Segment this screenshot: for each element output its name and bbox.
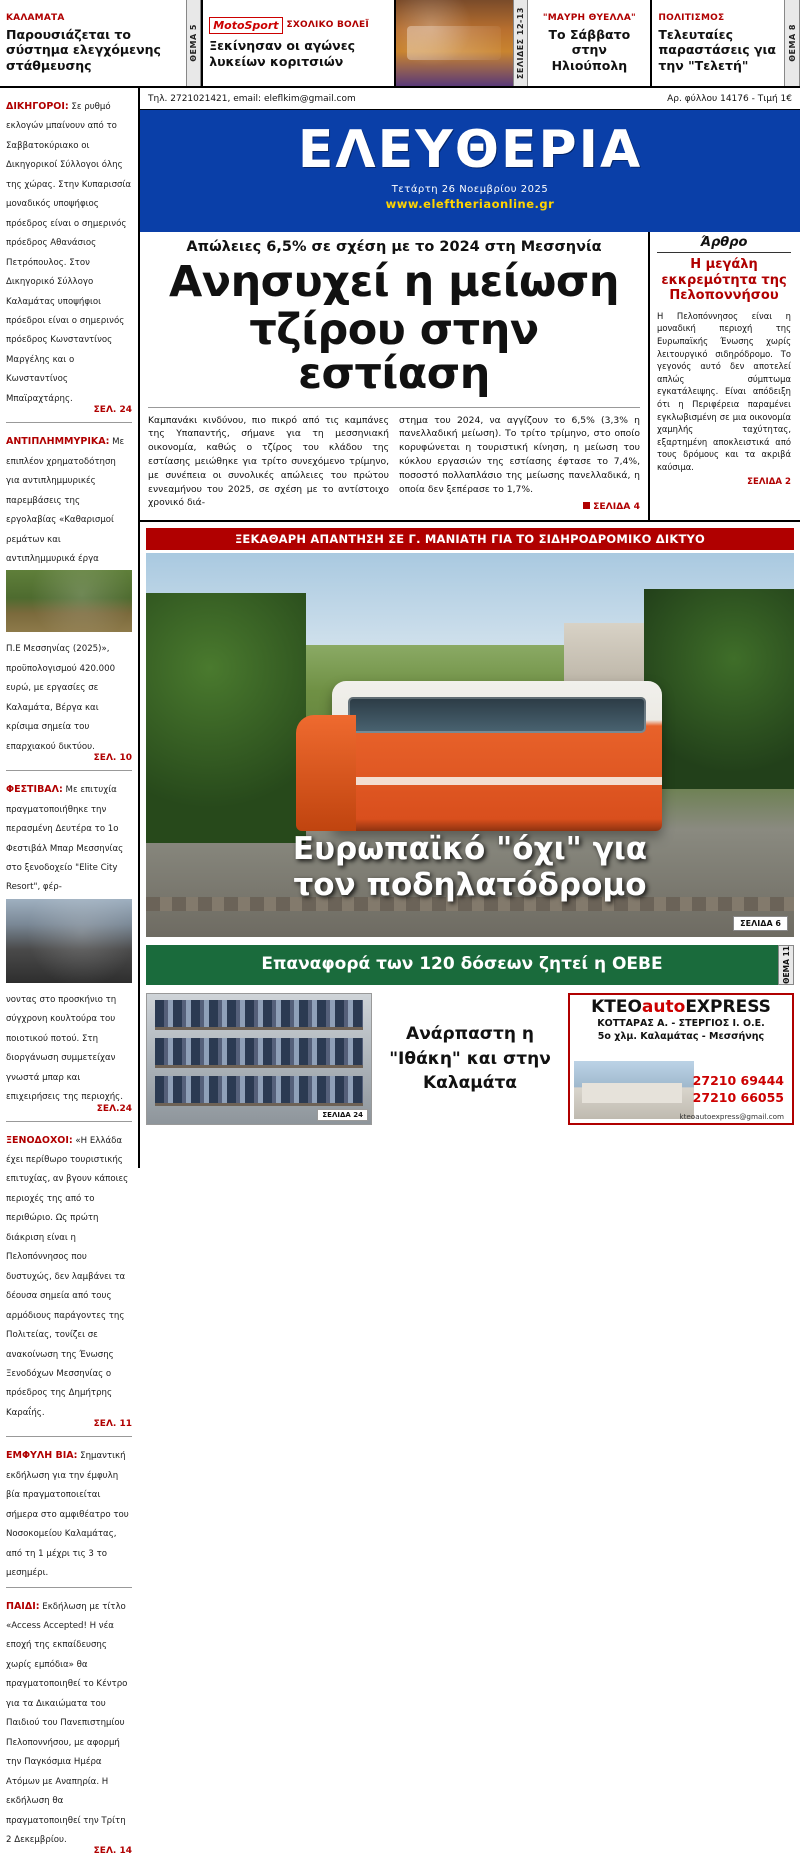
tab-label: ΘΕΜΑ 11 xyxy=(781,946,791,984)
lead-headline-line2: τζίρου στην εστίαση xyxy=(249,304,539,399)
lead-body xyxy=(148,407,640,515)
opinion-headline: Η μεγάλη εκκρεμότητα της Πελοποννήσου xyxy=(661,257,787,304)
feature-banner: ΞΕΚΑΘΑΡΗ ΑΠΑΝΤΗΣΗ ΣΕ Γ. ΜΑΝΙΑΤΗ ΓΙΑ ΤΟ ΣΙΔΗΡΟΔΡΟΜΙΚΟ ΔΙΚΤΥΟ xyxy=(146,528,794,550)
opinion-article[interactable] xyxy=(650,232,798,520)
lead-story[interactable] xyxy=(140,232,650,520)
top-strip xyxy=(0,0,800,88)
ad-phone-2: 27210 66055 xyxy=(692,1090,784,1106)
brief-text: Σημαντική εκδήλωση για την έμφυλη βία πραγματοποιείται σήμερα στο αμφιθέατρο του Νοσοκομείου Καλαμάτας, από τη 1 μέχρι τις 3 το μεσημέρι. xyxy=(6,1451,129,1579)
brief-item[interactable] xyxy=(6,1437,132,1587)
masthead xyxy=(140,110,800,232)
flood-works-photo xyxy=(6,570,132,632)
train-photo[interactable] xyxy=(146,553,794,937)
masthead-info-bar xyxy=(140,88,800,110)
kteo-building-photo xyxy=(574,1061,694,1119)
issue-info: Αρ. φύλλου 14176 - Τιμή 1€ xyxy=(667,93,792,104)
brief-ref[interactable]: ΣΕΛ. 11 xyxy=(93,1419,132,1430)
brief-kicker: ΔΙΚΗΓΟΡΟΙ: xyxy=(6,101,69,112)
brief-ref[interactable]: ΣΕΛ.24 xyxy=(96,1103,132,1114)
top-strip-item-kalamata[interactable] xyxy=(0,0,186,86)
top-strip-tab-8 xyxy=(784,0,800,86)
top-strip-photo-volleyball xyxy=(396,0,513,86)
website-url[interactable]: www.eleftheriaonline.gr xyxy=(385,197,555,211)
tab-label: ΘΕΜΑ 5 xyxy=(188,24,198,62)
brief-text: Π.Ε Μεσσηνίας (2025)», προϋπολογισμού 420.000 ευρώ, με εργασίες σε Καλαμάτα, Βέργα και κρίσιμα σημεία του επαρχιακού δικτύου. xyxy=(6,644,116,752)
brief-item[interactable] xyxy=(6,423,132,771)
top-strip-title: Παρουσιάζεται το σύστημα ελεγχόμενης στάθμευσης xyxy=(6,26,161,73)
ad-address: 5ο χλμ. Καλαμάτας - Μεσσήνης xyxy=(597,1031,765,1043)
books-page-ref[interactable]: ΣΕΛΙΔΑ 24 xyxy=(317,1109,368,1121)
ithaki-teaser-text: Ανάρπαστη η "Ιθάκη" και στην Καλαμάτα xyxy=(389,1024,551,1094)
brief-ref[interactable]: ΣΕΛ. 24 xyxy=(93,405,132,416)
green-banner-tab xyxy=(778,945,794,985)
top-strip-tab-pages xyxy=(513,0,529,86)
top-strip-title: Ξεκίνησαν οι αγώνες λυκείων κοριτσιών xyxy=(209,37,356,69)
tab-label: ΣΕΛΙΔΕΣ 12-13 xyxy=(515,6,525,80)
ad-company-name: ΚΟΤΤΑΡΑΣ Α. - ΣΤΕΡΓΙΟΣ Ι. Ο.Ε. xyxy=(597,1017,765,1029)
feature-page-ref[interactable]: ΣΕΛΙΔΑ 6 xyxy=(733,916,788,931)
opinion-label: Άρθρο xyxy=(657,235,791,253)
brief-kicker: ΕΜΦΥΛΗ ΒΙΑ: xyxy=(6,1450,78,1462)
lead-ref[interactable]: ΣΕΛΙΔΑ 4 xyxy=(593,501,640,513)
ad-phone-1: 27210 69444 xyxy=(692,1073,784,1089)
center-column xyxy=(140,88,800,1168)
ad-title-kteo: ΚΤΕΟ xyxy=(591,996,642,1017)
top-strip-title: Τελευταίες παραστάσεις για την "Τελετή" xyxy=(658,26,777,73)
festival-crowd-photo xyxy=(6,899,132,983)
brief-text: Εκδήλωση με τίτλο «Access Accepted! Η νέα εποχή της εκπαίδευσης χωρίς εμπόδια» θα πραγματοποιηθεί το Κέντρο για τα Δικαιώματα του Παιδιού του Πανεπιστημίου Πελοποννήσου, με αφορμή την Παγκόσμια Ημέρα Ατόμων με Αναπηρία. Η εκδήλωση θα πραγματοποιηθεί την Τρίτη 2 Δεκεμβρίου. xyxy=(6,1601,128,1845)
green-banner-section xyxy=(146,945,794,985)
ad-email[interactable]: kteoautoexpress@gmail.com xyxy=(679,1111,784,1121)
main-layout xyxy=(0,88,800,1857)
trees-left xyxy=(146,593,306,843)
top-strip-item-mavri-thyella[interactable] xyxy=(528,0,650,86)
brief-kicker: ΠΑΙΔΙ: xyxy=(6,1600,40,1612)
brief-kicker: ΦΕΣΤΙΒΑΛ: xyxy=(6,784,63,796)
bottom-row xyxy=(146,993,794,1125)
motosport-logo: MotoSport xyxy=(209,17,282,34)
green-banner[interactable]: Επαναφορά των 120 δόσεων ζητεί η ΟΕΒΕ xyxy=(146,945,778,985)
brief-kicker: ΑΝΤΙΠΛΗΜΜΥΡΙΚΑ: xyxy=(6,436,110,448)
volleyball-photo xyxy=(396,0,513,86)
brief-text: «Η Ελλάδα έχει περίθωρο τουριστικής επιτυχίας, αν βγουν κάποιες περιοχές της από το περιθώριο. Ως πρώτη διάκριση είναι η Πελοπόννησος που δυστυχώς, δεν λαμβάνει τα δέουσα σημεία από τους αρμόδιους παράγοντες της Πολιτείας, τονίζει σε ανακοίνωση της Ένωσης Ξενοδόχων Μεσσηνίας ο πρόεδρος της Δημήτρης Καραΐής. xyxy=(6,1135,129,1418)
brief-item[interactable] xyxy=(6,92,132,423)
ad-phone-numbers[interactable] xyxy=(693,1073,784,1107)
orange-train xyxy=(332,681,662,831)
top-strip-kicker: "ΜΑΥΡΗ ΘΥΕΛΛΑ" xyxy=(542,12,636,23)
lead-headline-line1: Ανησυχεί η μείωση xyxy=(169,257,619,307)
brief-text: Με επιπλέον χρηματοδότηση για αντιπλημμυρικές παρεμβάσεις της εργολαβίας «Καθαρισμοί ρεμάτων και αντιπλημμυρικά έργα xyxy=(6,437,125,564)
top-strip-kicker: ΠΟΛΙΤΙΣΜΟΣ xyxy=(658,12,725,23)
train-windows xyxy=(348,697,646,733)
brief-text: νοντας στο προσκήνιο τη σύγχρονη κουλτούρα του ποιοτικού ποτού. Στη διοργάνωση συμμετείχαν γνωστά μπαρ και επιχειρήσεις της περιοχής. xyxy=(6,994,123,1103)
book-shelf xyxy=(155,1076,363,1106)
top-strip-title: Το Σάββατο στην Ηλιούπολη xyxy=(548,26,631,73)
brief-item[interactable] xyxy=(6,771,132,1121)
lead-column-1: Καμπανάκι κινδύνου, πιο πικρό από τις καμπάνες της Υπαπαντής, σήμανε για τη μεσσηνιακή οικονομία, καθώς ο τζίρος του κλάδου της εστίασης μειώθηκε για τρίτο συνεχόμενο τρίμηνο, με συνέπεια οι συνολικές απώλειες του πρώτου εννεαμήνου του 2025, σε σχέση με το αντίστοιχο χρονικό διά- xyxy=(148,414,389,509)
left-briefs-column xyxy=(0,88,140,1857)
feature-caption xyxy=(146,832,794,903)
ad-title xyxy=(570,995,792,1017)
publication-date: Τετάρτη 26 Νοεμβρίου 2025 xyxy=(391,184,549,195)
contact-info: Τηλ. 2721021421, email: eleflkim@gmail.com xyxy=(148,93,356,104)
bookstore-photo[interactable] xyxy=(146,993,372,1125)
brief-ref[interactable]: ΣΕΛ. 10 xyxy=(93,753,132,764)
brief-item[interactable] xyxy=(6,1588,132,1863)
lead-column-2 xyxy=(399,414,640,515)
ad-title-auto: auto xyxy=(641,996,686,1017)
book-shelf xyxy=(155,1038,363,1068)
square-bullet-icon xyxy=(583,502,590,509)
brief-kicker: ΞΕΝΟΔΟΧΟΙ: xyxy=(6,1134,73,1146)
top-strip-item-volley[interactable] xyxy=(203,0,393,86)
opinion-text: Η Πελοπόννησος είναι η μοναδική περιοχή της Ευρωπαϊκής Ένωσης χωρίς λειτουργικό σιδηρόδρομο. Το γεγονός αυτό δεν αποτελεί απλώς σύμπτωμα εγκατάλειψης. Είναι απόδειξη ότι η Περιφέρεια παραμένει εγκλωβισμένη σε μια οικονομία χαμηλής ταχύτητας, εξαρτημένη αποκλειστικά από τους δρόμους και τα ακριβά καύσιμα. xyxy=(657,310,791,473)
kteo-advertisement[interactable] xyxy=(568,993,794,1125)
brief-text: Με επιτυχία πραγματοποιήθηκε την περασμένη Δευτέρα το 1ο Φεστιβάλ Μπαρ Μεσσηνίας στο ξενοδοχείο "Elite City Resort", φέρ- xyxy=(6,785,124,893)
train-stripe xyxy=(332,777,662,785)
lead-column-2-text: στημα του 2024, να αγγίζουν το 6,5% (3,3% η πανελλαδική μείωση). Το τρίτο τρίμηνο, στο οποίο κορυφώνεται η τουριστική κίνηση, η μείωση του κύκλου εργασιών της εστίασης έφτασε το 7,4%, ποσοστό πολλαπλάσιο της μείωσης πανελλαδικά, η οποία δεν ξεπέρασε το 1,7%. xyxy=(399,414,640,495)
top-strip-item-politismos[interactable] xyxy=(652,0,784,86)
top-strip-kicker: ΣΧΟΛΙΚΟ ΒΟΛΕΪ xyxy=(286,20,369,31)
brief-ref[interactable]: ΣΕΛ. 14 xyxy=(93,1846,132,1857)
ad-title-express: EXPRESS xyxy=(685,996,771,1017)
train-nose xyxy=(296,715,356,831)
book-shelf xyxy=(155,1000,363,1030)
opinion-ref[interactable]: ΣΕΛΙΔΑ 2 xyxy=(747,476,791,487)
feature-caption-line2: τον ποδηλατόδρομο xyxy=(293,866,647,903)
feature-story xyxy=(140,522,800,937)
lead-overline: Απώλειες 6,5% σε σχέση με το 2024 στη Μεσσηνία xyxy=(186,239,602,255)
newspaper-logo: ΕΛΕΥΘΕΡΙΑ xyxy=(297,120,643,180)
ithaki-teaser[interactable] xyxy=(380,993,560,1125)
top-strip-kicker: ΚΑΛΑΜΑΤΑ xyxy=(6,12,65,23)
trees-right xyxy=(644,589,794,789)
lead-story-section xyxy=(140,232,800,522)
brief-text: Σε ρυθμό εκλογών μπαίνουν από το Σαββατοκύριακο οι Δικηγορικοί Σύλλογοι όλης της χώρας. Στην Κυπαρισσία μοναδικός υποψήφιος πρόεδρος είναι ο σημερινός πρόεδρος Αθανάσιος Πετρόπουλος. Στον Δικηγορικό Σύλλογο Καλαμάτας υποψήφιοι πρόεδροι είναι ο σημερινός πρόεδρος Κωνσταντίνος Μαργέλης και ο Κωνσταντίνος Μπαϊραχτάρης. xyxy=(6,102,132,404)
brief-item[interactable] xyxy=(6,1122,132,1438)
top-strip-tab-5 xyxy=(186,0,202,86)
feature-caption-line1: Ευρωπαϊκό "όχι" για xyxy=(292,830,648,867)
tab-label: ΘΕΜΑ 8 xyxy=(787,24,797,62)
